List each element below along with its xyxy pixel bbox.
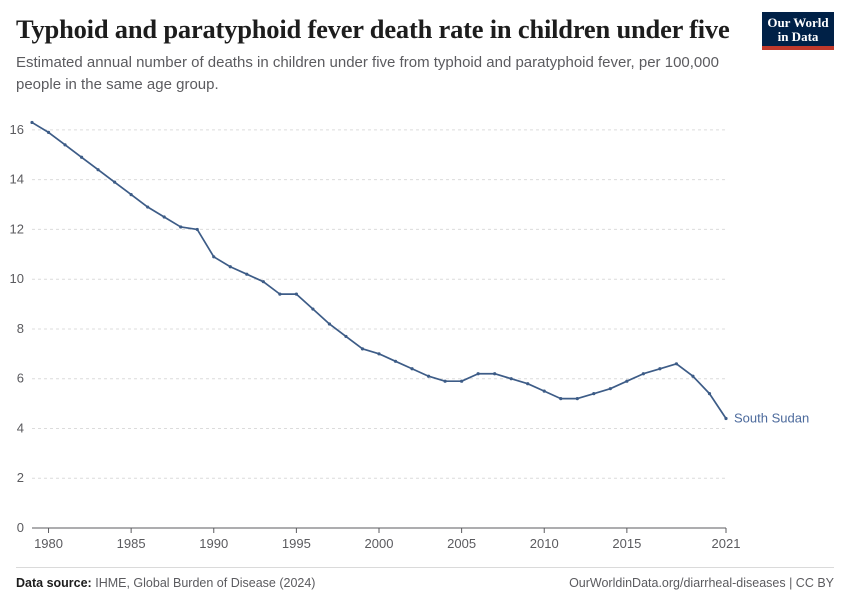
series-point[interactable] [394, 360, 397, 363]
x-axis-tick-labels [34, 536, 740, 551]
series-point[interactable] [559, 397, 562, 400]
attribution[interactable]: OurWorldinData.org/diarrheal-diseases | CC BY [569, 576, 834, 590]
series-point[interactable] [444, 380, 447, 383]
line-chart[interactable] [0, 96, 850, 556]
series-point[interactable] [691, 375, 694, 378]
y-tick-label: 0 [16, 520, 24, 535]
series-point[interactable] [196, 228, 199, 231]
y-tick-label: 8 [16, 320, 24, 336]
series-point[interactable] [113, 181, 116, 184]
series-point[interactable] [163, 215, 166, 218]
series-point[interactable] [377, 352, 380, 355]
y-tick-label: 10 [9, 271, 24, 287]
series-point[interactable] [493, 372, 496, 375]
series-point[interactable] [526, 382, 529, 385]
x-tick-label: 2015 [612, 536, 642, 551]
series-label-south-sudan[interactable]: South Sudan [734, 410, 810, 426]
chart-svg [0, 96, 850, 556]
series-point[interactable] [311, 307, 314, 310]
x-axis [32, 528, 726, 533]
y-tick-label: 4 [16, 420, 24, 436]
x-tick-label: 1990 [199, 536, 229, 551]
series-point[interactable] [179, 225, 182, 228]
y-axis-tick-labels [10, 122, 24, 535]
series-point[interactable] [295, 293, 298, 296]
series-point[interactable] [328, 322, 331, 325]
y-tick-label: 14 [9, 171, 24, 187]
series-point[interactable] [543, 390, 546, 393]
gridlines [32, 130, 726, 528]
x-tick-label: 1980 [34, 536, 63, 551]
series-point[interactable] [708, 392, 711, 395]
series-point[interactable] [361, 347, 364, 350]
series-point[interactable] [80, 156, 83, 159]
series-point[interactable] [675, 362, 678, 365]
page-subtitle: Estimated annual number of deaths in children under five from typhoid and paratyphoid fever, per 100,000 people in the same age group. [16, 54, 719, 93]
y-tick-label: 6 [16, 370, 24, 386]
series-point[interactable] [642, 372, 645, 375]
series-end-label [734, 411, 809, 426]
series-point[interactable] [724, 417, 727, 420]
series-point[interactable] [625, 380, 628, 383]
series-point[interactable] [30, 121, 33, 124]
series-point[interactable] [658, 367, 661, 370]
series-point[interactable] [47, 131, 50, 134]
series-point[interactable] [278, 293, 281, 296]
series-point[interactable] [477, 372, 480, 375]
chart-footer [16, 567, 834, 590]
y-tick-label: 2 [16, 470, 24, 486]
y-tick-label: 12 [9, 221, 24, 237]
series-point[interactable] [460, 380, 463, 383]
owid-logo[interactable] [762, 12, 834, 50]
data-series [30, 121, 727, 420]
series-point[interactable] [245, 273, 248, 276]
x-tick-label: 1995 [281, 536, 311, 551]
series-point[interactable] [576, 397, 579, 400]
owid-logo-line1: Our World [767, 15, 829, 30]
data-source-label: Data source: [16, 576, 92, 590]
series-point[interactable] [212, 255, 215, 258]
x-tick-label: 2000 [364, 536, 394, 551]
owid-logo-line2: in Data [777, 29, 819, 44]
series-point[interactable] [410, 367, 413, 370]
series-point[interactable] [344, 335, 347, 338]
series-point[interactable] [63, 143, 66, 146]
x-tick-label: 1985 [116, 536, 146, 551]
x-tick-label: 2010 [529, 536, 559, 551]
series-point[interactable] [262, 280, 265, 283]
series-point[interactable] [427, 375, 430, 378]
series-point[interactable] [609, 387, 612, 390]
x-tick-label: 2005 [447, 536, 477, 551]
series-point[interactable] [130, 193, 133, 196]
series-point[interactable] [229, 265, 232, 268]
series-point[interactable] [146, 205, 149, 208]
series-point[interactable] [97, 168, 100, 171]
y-tick-label: 16 [9, 121, 24, 137]
data-source [16, 576, 315, 590]
series-line [32, 122, 726, 418]
series-point[interactable] [592, 392, 595, 395]
data-source-value: IHME, Global Burden of Disease (2024) [95, 576, 316, 590]
page-title: Typhoid and paratyphoid fever death rate in children under five [16, 14, 730, 44]
x-tick-label: 2021 [711, 536, 741, 551]
series-point[interactable] [510, 377, 513, 380]
